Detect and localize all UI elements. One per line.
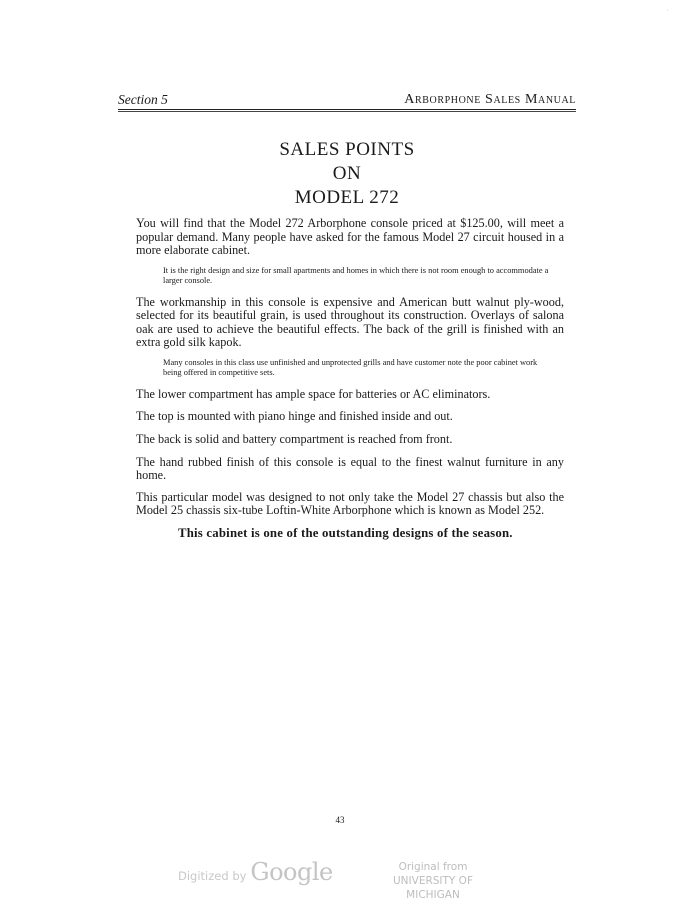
page-header — [118, 88, 576, 110]
scan-corner-mark: ' — [666, 8, 668, 16]
title-line-3: MODEL 272 — [294, 187, 400, 208]
paragraph-chassis: This particular model was designed to not only take the Model 27 chassis but also the Model 25 chassis six-tube Loftin-White Arborphone which is known as Model 252. — [136, 489, 564, 518]
digitized-watermark — [178, 858, 333, 886]
page-title — [118, 138, 576, 210]
manual-title: Arborphone Sales Manual — [404, 92, 576, 107]
paragraph-top: The top is mounted with piano hinge and finished inside and out. — [136, 409, 453, 424]
closing-statement: This cabinet is one of the outstanding designs of the season. — [178, 525, 513, 540]
origin-watermark — [368, 860, 498, 902]
paragraph-compartment: The lower compartment has ample space for batteries or AC eliminators. — [136, 386, 491, 401]
note-size: It is the right design and size for small apartments and homes in which there is not room enough to accommodate a larger console. — [163, 265, 549, 286]
section-label: Section 5 — [118, 92, 168, 107]
body-text — [136, 217, 564, 541]
title-line-1: SALES POINTS — [279, 139, 415, 160]
google-logo: Google — [250, 858, 333, 886]
digitized-by-text: Digitized by — [178, 869, 247, 883]
header-rule — [118, 111, 576, 112]
paragraph-workmanship: The workmanship in this console is expensive and American butt walnut ply-wood, selected for its beautiful grain, is used throughout its construction. Overlays of salona oak are used to achieve the beautiful effects. The back of the grill is finished with an extra gold silk kapok. — [136, 294, 564, 350]
original-from-text: Original from — [398, 861, 468, 873]
university-text: UNIVERSITY OF MICHIGAN — [393, 875, 473, 901]
page-number: 43 — [335, 815, 345, 825]
title-line-2: ON — [332, 163, 362, 184]
note-competition: Many consoles in this class use unfinished and unprotected grills and have customer note the poor cabinet work being offered in competitive sets. — [163, 357, 538, 378]
paragraph-back: The back is solid and battery compartment is reached from front. — [136, 431, 453, 446]
paragraph-finish: The hand rubbed finish of this console is equal to the finest walnut furniture in any home. — [136, 454, 564, 483]
paragraph-price: You will find that the Model 272 Arborphone console priced at $125.00, will meet a popular demand. Many people have asked for the famous Model 27 circuit housed in a more elaborate cabinet. — [136, 216, 564, 258]
